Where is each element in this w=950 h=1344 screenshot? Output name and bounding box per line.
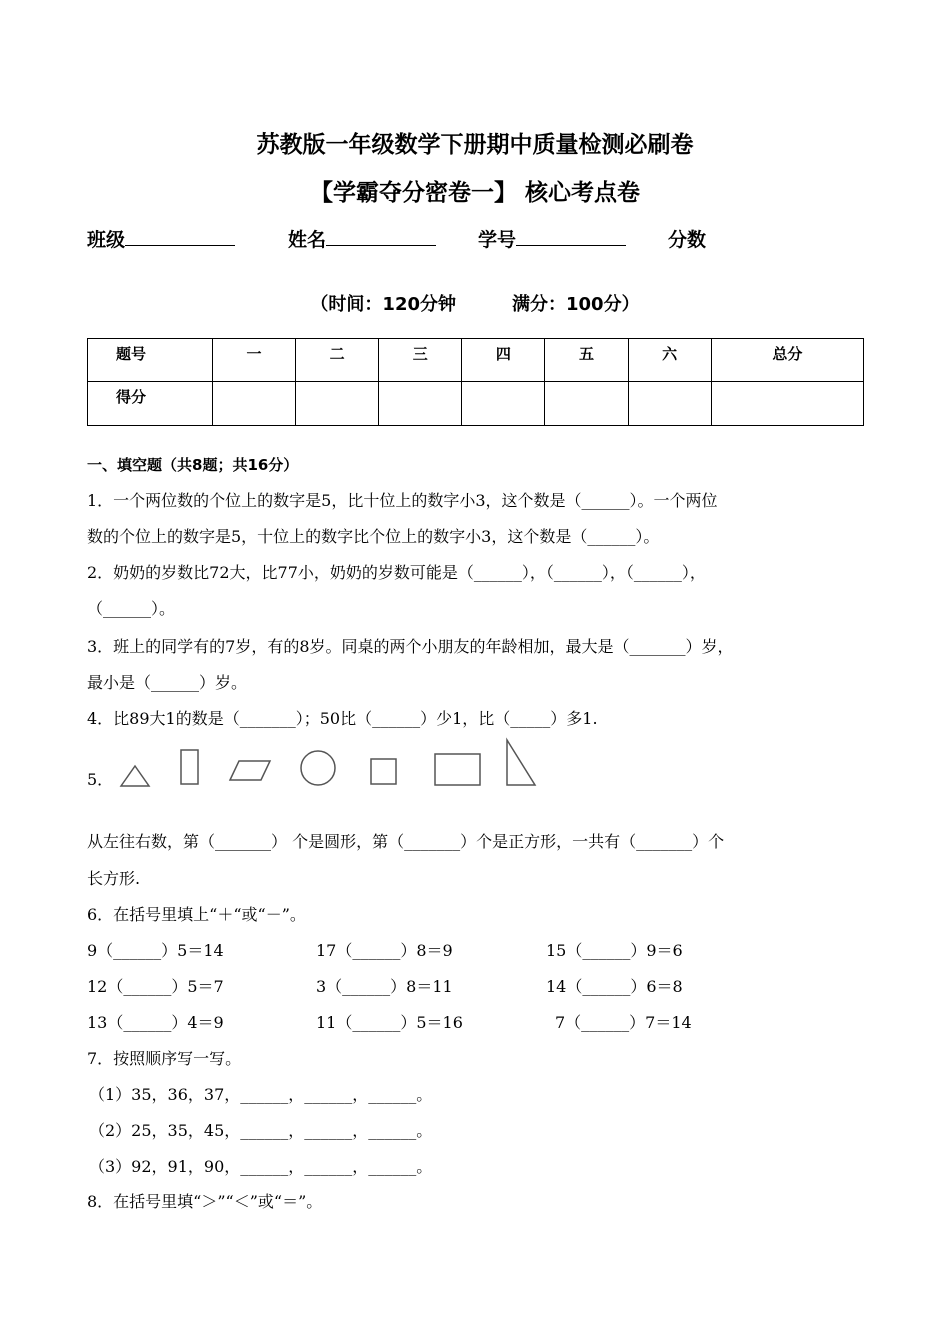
score-cell[interactable] <box>628 382 711 426</box>
question-5-line-2: 长方形. <box>87 869 141 888</box>
score-cell[interactable] <box>462 382 545 426</box>
class-field <box>87 225 235 252</box>
class-label: 班级 <box>87 229 126 251</box>
name-field <box>288 225 436 252</box>
time-limit: （时间：120分钟 <box>310 294 456 315</box>
question-6-intro: 6．在括号里填上“＋“或“－”。 <box>87 905 306 924</box>
parallelogram-shape <box>230 761 270 780</box>
score-row-label: 得分 <box>88 382 213 426</box>
tall-rectangle-shape <box>181 750 198 784</box>
equation-item: 9（______）5＝14 <box>87 941 224 960</box>
section-heading: 一、填空题（共8题；共16分） <box>87 456 299 474</box>
student-id-field <box>478 225 626 252</box>
question-7-intro: 7．按照顺序写一写。 <box>87 1049 242 1068</box>
score-cell[interactable] <box>296 382 379 426</box>
wide-rectangle-shape <box>435 754 480 785</box>
score-table-header: 三 <box>379 339 462 382</box>
question-2-line-1: 2．奶奶的岁数比72大，比77小，奶奶的岁数可能是（______），（______），（______）， <box>87 563 706 582</box>
question-8: 8．在括号里填“＞”“＜”或“＝”。 <box>87 1192 323 1211</box>
equation-item: 7（______）7＝14 <box>555 1013 692 1032</box>
equation-item: 14（______）6＝8 <box>546 977 683 996</box>
shape-row <box>115 736 555 796</box>
equation-item: 11（______）5＝16 <box>316 1013 463 1032</box>
page-subtitle: 【学霸夺分密卷一】 核心考点卷 <box>309 180 640 206</box>
sequence-item: （3）92，91，90，______，______，______。 <box>89 1157 433 1176</box>
question-3-line-1: 3．班上的同学有的7岁，有的8岁。同桌的两个小朋友的年龄相加，最大是（_______）岁， <box>87 637 734 656</box>
student-id-label: 学号 <box>478 229 517 251</box>
equation-item: 12（______）5＝7 <box>87 977 224 996</box>
score-table-score-row <box>88 382 864 426</box>
question-3-line-2: 最小是（______）岁。 <box>87 673 248 692</box>
class-blank[interactable] <box>125 225 235 246</box>
question-5-line-1: 从左往右数，第（_______） 个是圆形，第（_______）个是正方形，一共有（_______）个 <box>87 832 725 851</box>
sequence-item: （2）25，35，45，______，______，______。 <box>89 1121 433 1140</box>
score-cell[interactable] <box>379 382 462 426</box>
score-table-header: 一 <box>213 339 296 382</box>
score-table-header: 五 <box>545 339 628 382</box>
question-5-number: 5． <box>87 770 114 789</box>
question-1-line-2: 数的个位上的数字是5，十位上的数字比个位上的数字小3，这个数是（______）。 <box>87 527 660 546</box>
score-field <box>668 225 706 252</box>
circle-shape <box>301 751 335 785</box>
student-id-blank[interactable] <box>516 225 626 246</box>
page-title: 苏教版一年级数学下册期中质量检测必刷卷 <box>256 132 694 158</box>
score-table-header: 四 <box>462 339 545 382</box>
equation-item: 13（______）4＝9 <box>87 1013 224 1032</box>
square-shape <box>371 759 396 784</box>
question-4: 4．比89大1的数是（_______）；50比（______）少1，比（_____）多1. <box>87 709 598 728</box>
score-table <box>87 338 864 426</box>
exam-meta <box>0 290 950 316</box>
score-table-header: 二 <box>296 339 379 382</box>
triangle-shape <box>121 766 149 786</box>
right-triangle-shape <box>507 740 535 785</box>
question-2-line-2: （______）。 <box>87 599 176 618</box>
score-label: 分数 <box>668 229 707 251</box>
full-score: 满分：100分） <box>512 294 640 315</box>
score-table-header: 六 <box>628 339 711 382</box>
equation-item: 15（______）9＝6 <box>546 941 683 960</box>
score-table-header: 总分 <box>711 339 863 382</box>
sequence-item: （1）35，36，37，______，______，______。 <box>89 1085 433 1104</box>
question-1-line-1: 1．一个两位数的个位上的数字是5，比十位上的数字小3，这个数是（______）。一个两位 <box>87 491 718 510</box>
score-cell[interactable] <box>711 382 863 426</box>
equation-item: 3（______）8＝11 <box>316 977 453 996</box>
score-cell[interactable] <box>545 382 628 426</box>
score-cell[interactable] <box>213 382 296 426</box>
name-label: 姓名 <box>288 229 327 251</box>
name-blank[interactable] <box>326 225 436 246</box>
equation-item: 17（______）8＝9 <box>316 941 453 960</box>
score-table-header-row <box>88 339 864 382</box>
score-table-header: 题号 <box>88 339 213 382</box>
